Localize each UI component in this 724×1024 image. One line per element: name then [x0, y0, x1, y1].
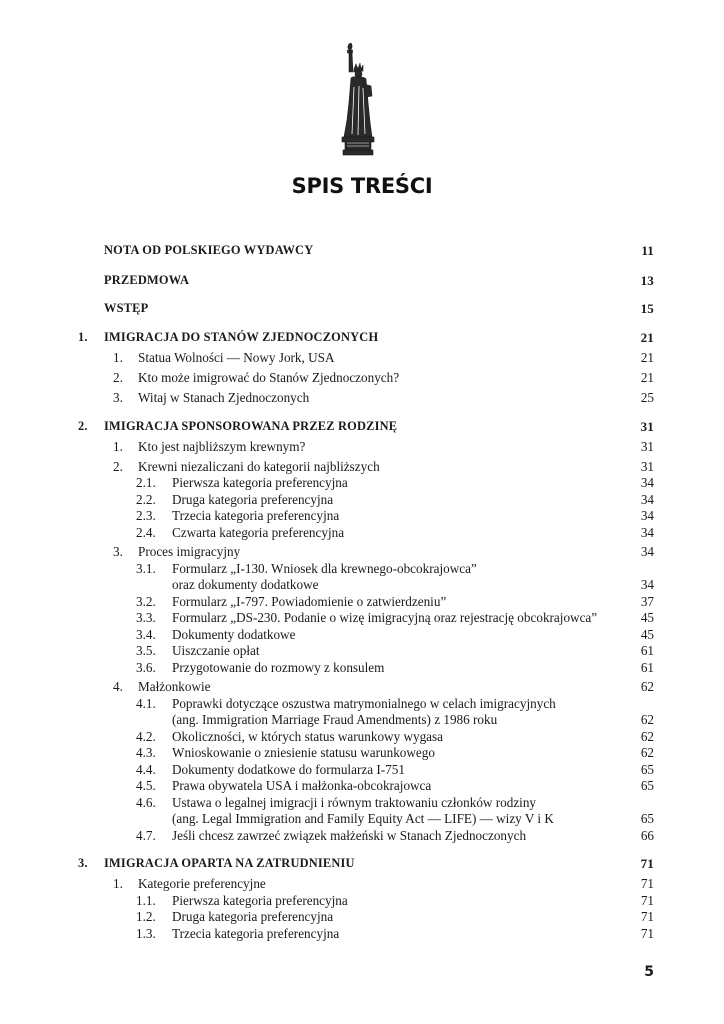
- toc-entry-page: 71: [640, 926, 654, 941]
- toc-entry-page: 45: [640, 627, 654, 642]
- toc-entry-row: [0, 491, 724, 508]
- toc-entry-title: PRZEDMOWA: [104, 273, 190, 287]
- toc-entry-row: [0, 458, 724, 475]
- toc-entry-row: [0, 659, 724, 676]
- toc-entry-title: Pierwsza kategoria preferencyjna: [172, 893, 348, 908]
- toc-entry-page: 34: [640, 492, 654, 507]
- toc-entry-number: 4.6.: [136, 795, 156, 810]
- toc-entry-page: 71: [640, 876, 654, 891]
- toc-entry-number: 1.: [113, 876, 123, 891]
- toc-entry-page: 45: [640, 610, 654, 625]
- toc-entry-title: oraz dokumenty dodatkowe: [172, 577, 319, 592]
- toc-entry-page: 71: [640, 893, 654, 908]
- toc-entry-title: IMIGRACJA DO STANÓW ZJEDNOCZONYCH: [104, 330, 379, 344]
- toc-entry-row: [0, 593, 724, 610]
- toc-entry-number: 1.3.: [136, 926, 156, 941]
- toc-entry-title: Uiszczanie opłat: [172, 643, 260, 658]
- toc-entry-row: [0, 794, 724, 811]
- toc-entry-number: 1.2.: [136, 909, 156, 924]
- toc-entry-title: Wnioskowanie o zniesienie statusu warunkowego: [172, 745, 435, 760]
- toc-entry-page: 37: [640, 594, 654, 609]
- toc-entry-title: Kategorie preferencyjne: [138, 876, 266, 891]
- toc-entry-number: 3.: [113, 544, 123, 559]
- toc-entry-row: [0, 507, 724, 524]
- toc-entry-page: 62: [640, 679, 654, 694]
- toc-entry-page: 65: [640, 778, 654, 793]
- toc-entry-page: 34: [640, 475, 654, 490]
- toc-entry-page: 34: [640, 508, 654, 523]
- toc-entry-title: Małżonkowie: [138, 679, 211, 694]
- toc-entry-page: 71: [640, 856, 654, 871]
- toc-entry-title: Trzecia kategoria preferencyjna: [172, 508, 340, 523]
- toc-chapter-row: [0, 329, 724, 346]
- toc-entry-title: Proces imigracyjny: [138, 544, 241, 559]
- toc-entry-row: [0, 810, 724, 827]
- toc-entry-page: 34: [640, 577, 654, 592]
- toc-entry-page: 65: [640, 762, 654, 777]
- toc-entry-number: 3.1.: [136, 561, 156, 576]
- toc-entry-title: NOTA OD POLSKIEGO WYDAWCY: [104, 243, 314, 257]
- toc-chapter-row: [0, 300, 724, 317]
- toc-entry-number: 2.: [78, 419, 88, 433]
- toc-entry-number: 3.5.: [136, 643, 156, 658]
- toc-entry-row: [0, 761, 724, 778]
- toc-entry-row: [0, 560, 724, 577]
- toc-entry-title: (ang. Immigration Marriage Fraud Amendments) z 1986 roku: [172, 712, 498, 727]
- toc-entry-number: 3.4.: [136, 627, 156, 642]
- toc-entry-number: 2.4.: [136, 525, 156, 540]
- toc-entry-row: [0, 875, 724, 892]
- toc-entry-page: 66: [640, 828, 654, 843]
- toc-entry-number: 2.1.: [136, 475, 156, 490]
- toc-entry-page: 31: [640, 439, 654, 454]
- toc-entry-title: Krewni niezaliczani do kategorii najbliższych: [138, 459, 380, 474]
- toc-entry-page: 34: [640, 525, 654, 540]
- toc-entry-number: 1.: [78, 330, 88, 344]
- toc-entry-number: 4.1.: [136, 696, 156, 711]
- toc-entry-title: Formularz „I-130. Wniosek dla krewnego-obcokrajowca”: [172, 561, 477, 576]
- toc-entry-title: Druga kategoria preferencyjna: [172, 492, 334, 507]
- toc-entry-row: [0, 827, 724, 844]
- toc-entry-title: Trzecia kategoria preferencyjna: [172, 926, 340, 941]
- toc-entry-title: Dokumenty dodatkowe do formularza I-751: [172, 762, 405, 777]
- toc-entry-number: 3.: [113, 390, 123, 405]
- toc-entry-title: IMIGRACJA OPARTA NA ZATRUDNIENIU: [104, 856, 355, 870]
- toc-entry-title: Czwarta kategoria preferencyjna: [172, 525, 345, 540]
- toc-entry-title: Statua Wolności — Nowy Jork, USA: [138, 350, 335, 365]
- toc-entry-page: 61: [640, 660, 654, 675]
- toc-entry-page: 21: [640, 350, 654, 365]
- toc-entry-number: 3.6.: [136, 660, 156, 675]
- page-title: SPIS TREŚCI: [291, 174, 433, 198]
- toc-entry-number: 2.3.: [136, 508, 156, 523]
- toc-entry-title: Formularz „I-797. Powiadomienie o zatwierdzeniu”: [172, 594, 447, 609]
- toc-entry-number: 3.: [78, 856, 88, 870]
- toc-chapter-row: [0, 272, 724, 289]
- toc-entry-title: Ustawa o legalnej imigracji i równym traktowaniu członków rodziny: [172, 795, 537, 810]
- toc-entry-number: 4.: [113, 679, 123, 694]
- toc-entry-title: Witaj w Stanach Zjednoczonych: [138, 390, 310, 405]
- toc-entry-row: [0, 369, 724, 386]
- toc-entry-title: Kto jest najbliższym krewnym?: [138, 439, 306, 454]
- toc-entry-page: 25: [640, 390, 654, 405]
- toc-entry-row: [0, 438, 724, 455]
- toc-entry-page: 34: [640, 544, 654, 559]
- toc-chapter-row: [0, 418, 724, 435]
- toc-entry-row: [0, 543, 724, 560]
- toc-entry-title: IMIGRACJA SPONSOROWANA PRZEZ RODZINĘ: [104, 419, 398, 433]
- toc-entry-page: 13: [640, 273, 654, 288]
- toc-entry-row: [0, 524, 724, 541]
- toc-entry-row: [0, 711, 724, 728]
- toc-entry-title: Poprawki dotyczące oszustwa matrymonialnego w celach imigracyjnych: [172, 696, 556, 711]
- toc-entry-title: Druga kategoria preferencyjna: [172, 909, 334, 924]
- toc-entry-row: [0, 908, 724, 925]
- toc-entry-title: Kto może imigrować do Stanów Zjednoczonych?: [138, 370, 400, 385]
- toc-entry-number: 3.3.: [136, 610, 156, 625]
- toc-entry-number: 1.: [113, 439, 123, 454]
- toc-entry-page: 21: [640, 370, 654, 385]
- toc-entry-row: [0, 744, 724, 761]
- toc-entry-number: 1.1.: [136, 893, 156, 908]
- toc-entry-row: [0, 925, 724, 942]
- toc-entry-row: [0, 892, 724, 909]
- toc-entry-number: 4.5.: [136, 778, 156, 793]
- toc-entry-title: WSTĘP: [104, 301, 149, 315]
- toc-entry-title: (ang. Legal Immigration and Family Equity Act — LIFE) — wizy V i K: [172, 811, 554, 826]
- toc-entry-page: 62: [640, 729, 654, 744]
- toc-entry-row: [0, 474, 724, 491]
- toc-entry-row: [0, 695, 724, 712]
- toc-entry-row: [0, 777, 724, 794]
- toc-entry-page: 21: [640, 330, 654, 345]
- toc-entry-title: Formularz „DS-230. Podanie o wizę imigracyjną oraz rejestrację obcokrajowca”: [172, 610, 598, 625]
- toc-entry-number: 3.2.: [136, 594, 156, 609]
- toc-entry-page: 62: [640, 712, 654, 727]
- toc-entry-page: 11: [641, 243, 654, 258]
- toc-entry-number: 2.2.: [136, 492, 156, 507]
- toc-entry-row: [0, 389, 724, 406]
- toc-entry-number: 4.3.: [136, 745, 156, 760]
- toc-entry-title: Pierwsza kategoria preferencyjna: [172, 475, 348, 490]
- toc-entry-page: 31: [640, 459, 654, 474]
- toc-entry-title: Jeśli chcesz zawrzeć związek małżeński w Stanach Zjednoczonych: [172, 828, 527, 843]
- toc-chapter-row: [0, 855, 724, 872]
- toc-entry-row: [0, 728, 724, 745]
- toc-entry-number: 4.4.: [136, 762, 156, 777]
- toc-entry-number: 2.: [113, 459, 123, 474]
- toc-entry-number: 2.: [113, 370, 123, 385]
- toc-entry-row: [0, 349, 724, 366]
- toc-entry-number: 1.: [113, 350, 123, 365]
- page-number: 5: [644, 964, 654, 980]
- toc-entry-row: [0, 678, 724, 695]
- toc-entry-row: [0, 642, 724, 659]
- toc-entry-row: [0, 626, 724, 643]
- toc-entry-number: 4.2.: [136, 729, 156, 744]
- toc-chapter-row: [0, 242, 724, 259]
- toc-entry-row: [0, 576, 724, 593]
- toc-entry-title: Przygotowanie do rozmowy z konsulem: [172, 660, 385, 675]
- toc-entry-title: Prawa obywatela USA i małżonka-obcokrajowca: [172, 778, 432, 793]
- toc-entry-title: Okoliczności, w których status warunkowy wygasa: [172, 729, 444, 744]
- toc-entry-page: 15: [640, 301, 654, 316]
- toc-entry-page: 61: [640, 643, 654, 658]
- toc-entry-number: 4.7.: [136, 828, 156, 843]
- toc-entry-page: 62: [640, 745, 654, 760]
- toc-entry-row: [0, 609, 724, 626]
- toc-entry-title: Dokumenty dodatkowe: [172, 627, 296, 642]
- toc-entry-page: 31: [640, 419, 654, 434]
- toc-entry-page: 71: [640, 909, 654, 924]
- toc-entry-page: 65: [640, 811, 654, 826]
